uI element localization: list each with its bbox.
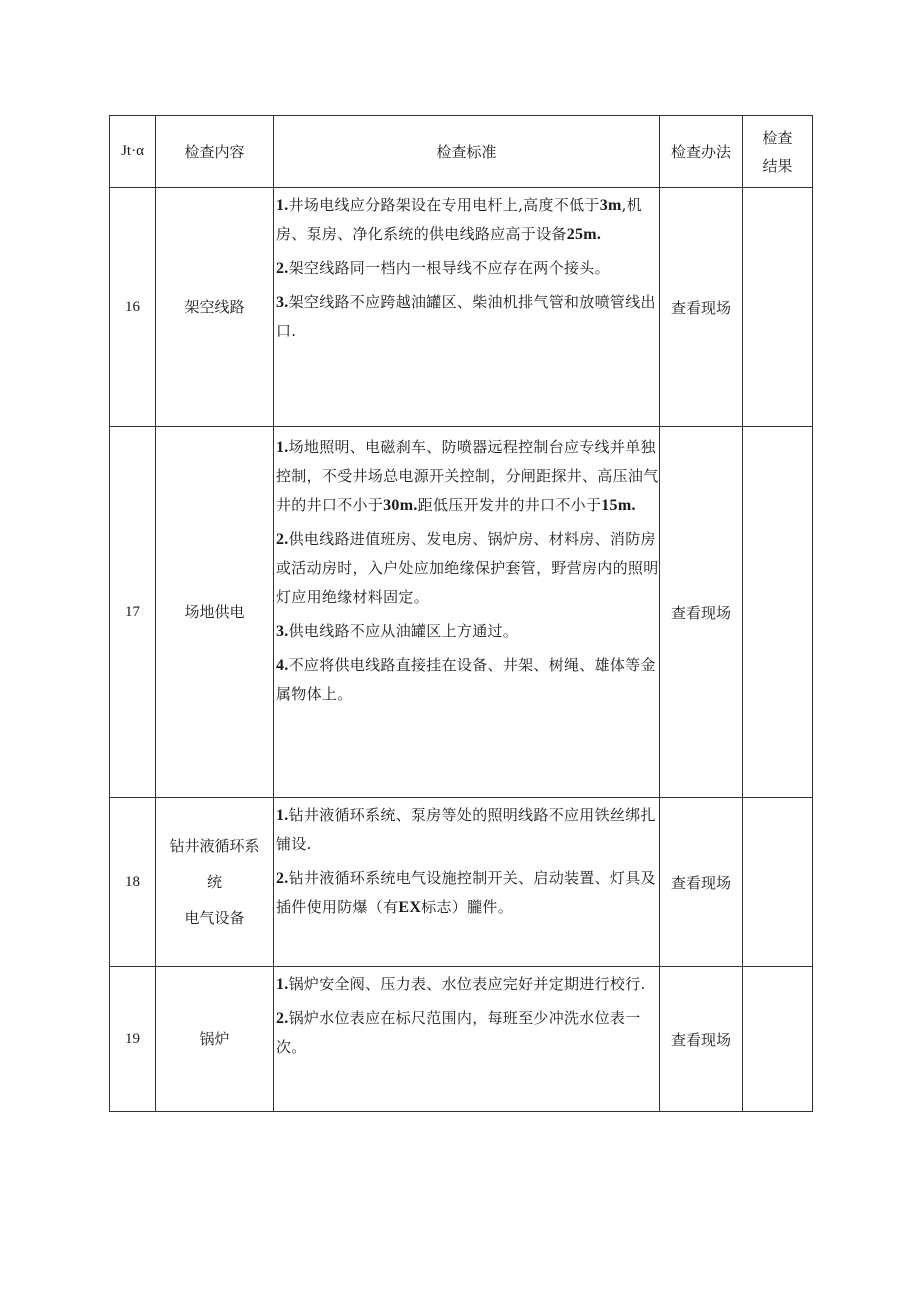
item-number: 4.	[276, 657, 289, 674]
standard-item	[274, 801, 659, 859]
item-text: 锅炉安全阀、压力表、水位表应完好并定期进行校行.	[288, 975, 646, 993]
row-standard	[274, 798, 660, 967]
row-number: 18	[110, 798, 156, 967]
table-row	[110, 427, 813, 798]
item-number: 2.	[276, 870, 289, 887]
standard-item	[274, 970, 659, 999]
standard-item	[274, 288, 659, 346]
table-row	[110, 798, 813, 967]
item-text: 场地照明、电磁刹车、防喷器远程控制台应专线并单独控制，不受井场总电源开关控制，分闸距探井、高压油气井的井口不小于30m.距低压开发井的井口不小于15m.	[276, 438, 659, 514]
content-line: 统	[206, 873, 222, 891]
row-result	[743, 967, 813, 1112]
row-number: 17	[110, 427, 156, 798]
content-line: 钻井液循环系	[169, 837, 260, 855]
item-text: 供电线路进值班房、发电房、锅炉房、材料房、消防房或活动房时，入户处应加绝缘保护套管，野营房内的照明灯应用绝缘材料固定。	[276, 530, 659, 606]
item-number: 2.	[276, 260, 289, 277]
item-text: 井场电线应分路架设在专用电杆上,高度不低于3m,机房、泵房、净化系统的供电线路应高于设备25m.	[276, 196, 642, 243]
standard-item	[274, 864, 659, 922]
item-number: 2.	[276, 531, 289, 548]
content-line: 电气设备	[184, 909, 245, 927]
header-method: 检查办法	[660, 116, 743, 188]
header-content: 检查内容	[156, 116, 274, 188]
standard-item	[274, 651, 659, 709]
item-text: 架空线路不应跨越油罐区、柴油机排气管和放喷管线出口.	[276, 293, 656, 340]
header-result	[743, 116, 813, 188]
row-number: 16	[110, 188, 156, 427]
inspection-table	[109, 115, 813, 1112]
table-header-row	[110, 116, 813, 188]
item-number: 2.	[276, 1010, 289, 1027]
item-number: 3.	[276, 623, 289, 640]
content-lines	[156, 287, 273, 327]
item-number: 1.	[276, 976, 289, 993]
standard-item	[274, 254, 659, 283]
standard-item	[274, 191, 659, 249]
standard-item	[274, 433, 659, 520]
row-standard	[274, 967, 660, 1112]
row-result	[743, 798, 813, 967]
table-row	[110, 967, 813, 1112]
item-number: 3.	[276, 294, 289, 311]
table-row	[110, 188, 813, 427]
row-content	[156, 188, 274, 427]
content-line: 场地供电	[184, 603, 245, 621]
item-text: 不应将供电线路直接挂在设备、井架、树绳、雄体等金属物体上。	[276, 656, 656, 703]
row-method: 查看现场	[660, 798, 743, 967]
content-line: 锅炉	[199, 1030, 230, 1048]
content-lines	[156, 1019, 273, 1059]
item-number: 1.	[276, 807, 289, 824]
item-text: 钻井液循环系统电气设施控制开关、启动装置、灯具及插件使用防爆（有EX标志）朧件。	[276, 869, 656, 916]
item-number: 1.	[276, 439, 289, 456]
row-result	[743, 427, 813, 798]
content-lines	[156, 592, 273, 632]
standard-item	[274, 525, 659, 612]
item-text: 钻井液循环系统、泵房等处的照明线路不应用铁丝绑扎铺设.	[276, 806, 656, 853]
row-standard	[274, 427, 660, 798]
item-text: 供电线路不应从油罐区上方通过。	[288, 622, 519, 640]
item-number: 1.	[276, 197, 289, 214]
row-content	[156, 967, 274, 1112]
header-standard: 检查标准	[274, 116, 660, 188]
row-method: 查看现场	[660, 188, 743, 427]
row-result	[743, 188, 813, 427]
content-lines	[156, 828, 273, 936]
row-standard	[274, 188, 660, 427]
item-text: 锅炉水位表应在标尺范围内，每班至少冲洗水位表一次。	[276, 1009, 641, 1056]
header-no: Jt·α	[110, 116, 156, 188]
item-text: 架空线路同一档内一根导线不应存在两个接头。	[288, 259, 610, 277]
standard-item	[274, 1004, 659, 1062]
row-content	[156, 798, 274, 967]
header-result-line1: 检查	[762, 128, 793, 147]
row-content	[156, 427, 274, 798]
row-method: 查看现场	[660, 427, 743, 798]
header-result-line2: 结果	[762, 156, 793, 175]
row-number: 19	[110, 967, 156, 1112]
standard-item	[274, 617, 659, 646]
row-method: 查看现场	[660, 967, 743, 1112]
content-line: 架空线路	[184, 298, 245, 316]
